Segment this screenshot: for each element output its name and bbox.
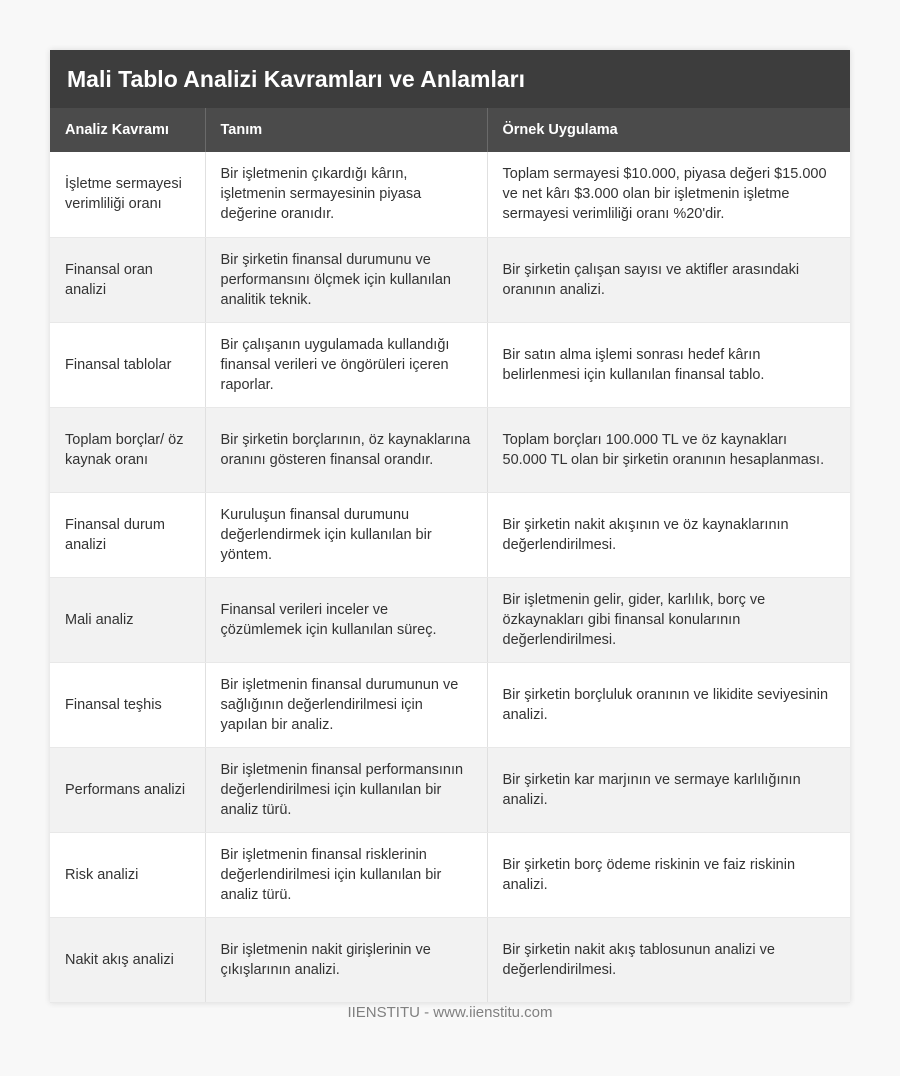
cell-example: Bir şirketin nakit akışının ve öz kaynaklarının değerlendirilmesi. (487, 492, 850, 577)
cell-concept: Risk analizi (50, 832, 205, 917)
cell-concept: Finansal teşhis (50, 662, 205, 747)
table-row (50, 152, 850, 237)
table-title: Mali Tablo Analizi Kavramları ve Anlamları (50, 50, 850, 108)
cell-example: Bir şirketin çalışan sayısı ve aktifler arasındaki oranının analizi. (487, 237, 850, 322)
cell-example: Bir şirketin kar marjının ve sermaye karlılığının analizi. (487, 747, 850, 832)
table-row (50, 917, 850, 1002)
cell-example: Bir işletmenin gelir, gider, karlılık, borç ve özkaynakları gibi finansal konularının değerlendirilmesi. (487, 577, 850, 662)
column-header-concept: Analiz Kavramı (50, 108, 205, 152)
footer-credit: IIENSTITU - www.iienstitu.com (347, 1004, 553, 1021)
cell-concept: Mali analiz (50, 577, 205, 662)
concepts-table (50, 108, 850, 1003)
cell-concept: Finansal tablolar (50, 322, 205, 407)
table-card (50, 50, 850, 1003)
table-row (50, 662, 850, 747)
cell-concept: Finansal durum analizi (50, 492, 205, 577)
cell-definition: Bir işletmenin finansal performansının değerlendirilmesi için kullanılan bir analiz türü. (205, 747, 487, 832)
cell-example: Toplam sermayesi $10.000, piyasa değeri $15.000 ve net kârı $3.000 olan bir işletmenin işletme sermayesi verimliliği oranı %20'dir. (487, 152, 850, 237)
cell-concept: Performans analizi (50, 747, 205, 832)
column-header-definition: Tanım (205, 108, 487, 152)
table-row (50, 237, 850, 322)
cell-concept: İşletme sermayesi verimliliği oranı (50, 152, 205, 237)
table-row (50, 407, 850, 492)
table-header-row (50, 108, 850, 152)
cell-definition: Finansal verileri inceler ve çözümlemek için kullanılan süreç. (205, 577, 487, 662)
cell-example: Bir şirketin borçluluk oranının ve likidite seviyesinin analizi. (487, 662, 850, 747)
cell-definition: Bir çalışanın uygulamada kullandığı finansal verileri ve öngörüleri içeren raporlar. (205, 322, 487, 407)
cell-definition: Bir işletmenin nakit girişlerinin ve çıkışlarının analizi. (205, 917, 487, 1002)
cell-definition: Kuruluşun finansal durumunu değerlendirmek için kullanılan bir yöntem. (205, 492, 487, 577)
cell-example: Bir şirketin borç ödeme riskinin ve faiz riskinin analizi. (487, 832, 850, 917)
cell-definition: Bir şirketin finansal durumunu ve performansını ölçmek için kullanılan analitik teknik. (205, 237, 487, 322)
cell-definition: Bir işletmenin finansal risklerinin değerlendirilmesi için kullanılan bir analiz türü. (205, 832, 487, 917)
cell-concept: Toplam borçlar/ öz kaynak oranı (50, 407, 205, 492)
cell-definition: Bir işletmenin finansal durumunun ve sağlığının değerlendirilmesi için yapılan bir analiz. (205, 662, 487, 747)
table-row (50, 322, 850, 407)
cell-example: Bir şirketin nakit akış tablosunun analizi ve değerlendirilmesi. (487, 917, 850, 1002)
table-row (50, 832, 850, 917)
cell-concept: Nakit akış analizi (50, 917, 205, 1002)
cell-definition: Bir şirketin borçlarının, öz kaynaklarına oranını gösteren finansal orandır. (205, 407, 487, 492)
cell-example: Toplam borçları 100.000 TL ve öz kaynakları 50.000 TL olan bir şirketin oranının hesaplanması. (487, 407, 850, 492)
cell-definition: Bir işletmenin çıkardığı kârın, işletmenin sermayesinin piyasa değerine oranıdır. (205, 152, 487, 237)
table-row (50, 577, 850, 662)
table-row (50, 492, 850, 577)
table-row (50, 747, 850, 832)
cell-concept: Finansal oran analizi (50, 237, 205, 322)
column-header-example: Örnek Uygulama (502, 122, 618, 138)
cell-example: Bir satın alma işlemi sonrası hedef kârın belirlenmesi için kullanılan finansal tablo. (487, 322, 850, 407)
